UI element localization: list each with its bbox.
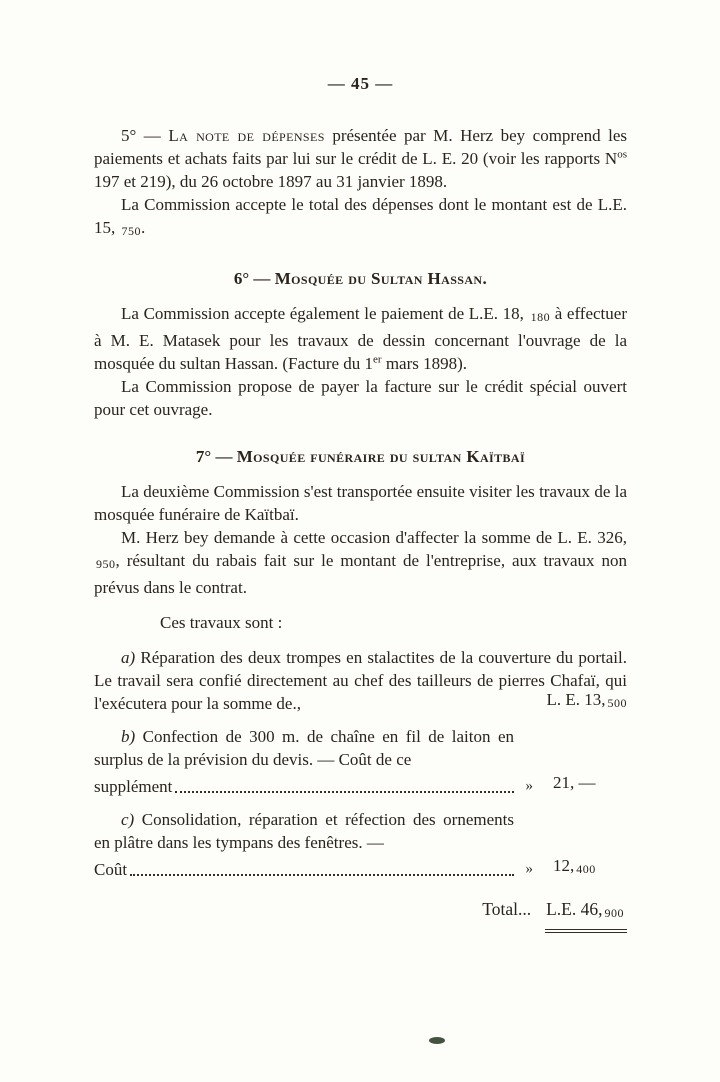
item-label: b) <box>121 727 136 746</box>
item-label: a) <box>121 648 136 667</box>
item-amount <box>553 854 627 881</box>
ditto-mark: » <box>525 861 533 877</box>
paragraph-kaitbai-somme <box>94 526 627 599</box>
item-text: Réparation des deux trompes en stalactites de la couverture du portail. Le travail sera confié directement au chef des tailleurs de pierres Chafaï, qui l'exécutera pour la somme de., <box>94 648 627 713</box>
section-heading-kaitbai <box>94 445 627 468</box>
work-item-b <box>94 725 627 798</box>
milliemes-subscript: 400 <box>576 862 596 876</box>
item-text: Consolidation, réparation et réfection des ornements en plâtre dans les tympans des fenêtres. — <box>94 810 514 852</box>
amount-value: 13, <box>584 690 606 709</box>
paragraph-text: . <box>141 218 146 237</box>
paragraph-kaitbai-visit: La deuxième Commission s'est transportée ensuite visiter les travaux de la mosquée funéraire de Kaïtbaï. <box>94 482 627 524</box>
section-title: Mosquée funéraire du sultan Kaïtbaï <box>236 447 526 466</box>
work-item-a <box>94 646 627 715</box>
paragraph-expense-note <box>94 124 627 193</box>
leader-text: supplément <box>94 777 173 796</box>
smallcaps-phrase: La note de dépenses <box>168 126 325 145</box>
paragraph-text: , résultant du rabais fait sur le montant de l'entreprise, aux travaux non prévus dans le contrat. <box>94 551 627 597</box>
scan-artifact <box>429 1037 445 1044</box>
works-intro: Ces travaux sont : <box>160 613 283 632</box>
section-heading-hassan <box>94 267 627 290</box>
dot-leader <box>130 874 513 876</box>
amount-value: 21, — <box>553 773 596 792</box>
item-leader-row <box>94 771 627 798</box>
paragraph-text: La Commission accepte également le paiement de L.E. 18, <box>121 304 529 323</box>
amount-value: 12, <box>553 856 575 875</box>
paragraph-text: M. Herz bey demande à cette occasion d'affecter la somme de L. E. 326, <box>121 528 627 547</box>
superscript-os: os <box>617 148 627 161</box>
paragraph-text: La Commission accepte le total des dépenses dont le montant est de L.E. 15, <box>94 195 627 237</box>
paragraph-text: à effectuer à M. E. Matasek pour les travaux de dessin concernant l'ouvrage de la mosquée du sultan Hassan. (Facture du 1 <box>94 304 627 373</box>
paragraph-text: 197 et 219), du 26 octobre 1897 au 31 janvier 1898. <box>94 172 448 191</box>
currency-label: L.E. <box>546 899 577 919</box>
ditto-mark: » <box>525 778 533 794</box>
page-number: — 45 — <box>327 74 394 93</box>
item-amount <box>553 771 627 798</box>
item-number: 5° — <box>121 126 169 145</box>
paragraph-text: présentée par M. Herz bey comprend les paiements et achats faits par lui sur le crédit de L. E. 20 (voir les rapports N <box>94 126 628 168</box>
paragraph-hassan-payment <box>94 302 627 375</box>
leader-text: Coût <box>94 860 128 879</box>
item-text-block <box>94 808 514 854</box>
paragraph-hassan-credit: La Commission propose de payer la facture sur le crédit spécial ouvert pour cet ouvrage. <box>94 377 627 419</box>
section-number: 6° — <box>233 269 275 288</box>
item-label: c) <box>121 810 135 829</box>
item-text-block <box>94 725 514 771</box>
item-text: Confection de 300 m. de chaîne en fil de laiton en surplus de la prévision du devis. — Coût de ce <box>94 727 514 769</box>
section-number: 7° — <box>195 447 237 466</box>
milliemes-subscript: 750 <box>121 224 141 238</box>
amount-value: 46, <box>580 899 603 919</box>
work-item-c <box>94 808 627 881</box>
section-title: Mosquée du Sultan Hassan. <box>274 269 488 288</box>
total-label: Total... <box>482 899 532 919</box>
currency-label: L. E. <box>546 690 580 709</box>
milliemes-subscript: 950 <box>96 557 116 571</box>
dot-leader <box>175 791 513 793</box>
page-content <box>94 0 627 933</box>
total-line <box>94 897 627 933</box>
milliemes-subscript: 900 <box>604 906 624 920</box>
milliemes-subscript: 500 <box>607 696 627 710</box>
item-leader-row <box>94 854 627 881</box>
paragraph-commission-total <box>94 193 627 243</box>
paragraph-text: mars 1898). <box>381 354 468 373</box>
superscript-er: er <box>373 353 382 366</box>
milliemes-subscript: 180 <box>530 310 551 324</box>
total-amount <box>545 897 627 933</box>
item-amount <box>546 688 627 715</box>
